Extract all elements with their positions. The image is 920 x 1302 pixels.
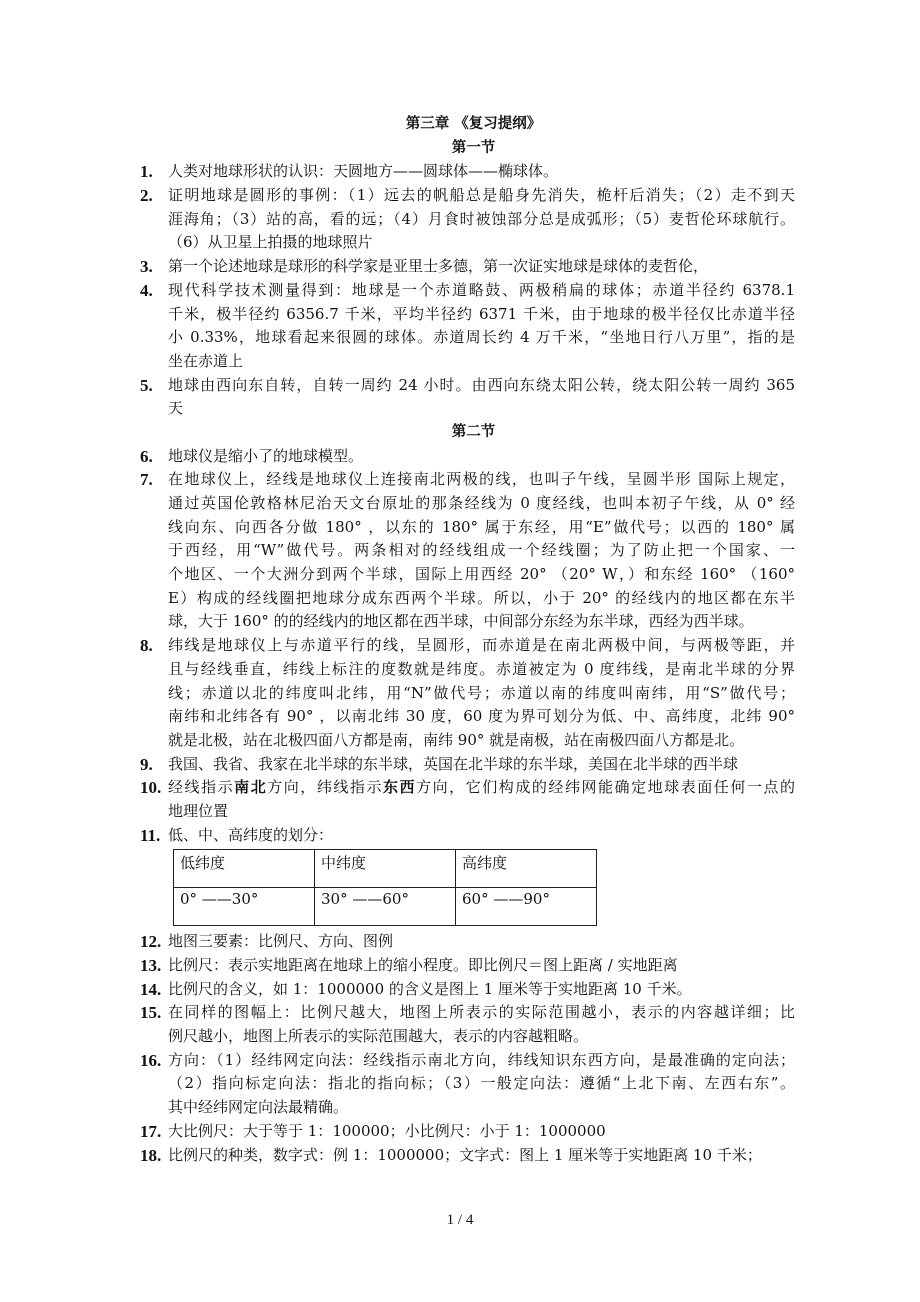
text-line <box>168 978 795 1002</box>
table-cell: 30° ——60° <box>315 888 456 926</box>
page-number: 1 / 4 <box>446 1212 474 1228</box>
text-line <box>168 1120 795 1144</box>
item-number: 5. <box>140 375 153 395</box>
table-cell: 低纬度 <box>174 850 315 888</box>
text-segment: （6）从卫星上拍摄的地球照片 <box>168 233 373 252</box>
item-number: 4. <box>140 280 153 300</box>
text-line <box>168 1025 795 1049</box>
text-segment: 其中经纬网定向法最精确。 <box>168 1098 349 1117</box>
list-item <box>140 1144 795 1168</box>
text-segment: 方向，纬线指示 <box>267 778 384 797</box>
item-number: 14. <box>140 979 162 999</box>
text-line <box>168 184 795 208</box>
list-item <box>140 374 795 421</box>
text-segment: 低、中、高纬度的划分： <box>168 825 334 844</box>
text-line <box>168 729 795 753</box>
text-segment: 比例尺的含义，如 1：1000000 的含义是图上 1 厘米等于实地距离 10 千米。 <box>168 979 692 998</box>
text-line <box>168 587 795 611</box>
text-line <box>168 1072 795 1096</box>
table-cell: 60° ——90° <box>456 888 597 926</box>
bold-text: 东西 <box>383 778 417 797</box>
list-item <box>140 1120 795 1144</box>
item-number: 15. <box>140 1003 162 1023</box>
text-line <box>168 516 795 540</box>
text-line <box>168 1001 795 1025</box>
text-line <box>168 374 795 398</box>
list-item <box>140 255 795 279</box>
text-line <box>168 208 795 232</box>
item-number: 8. <box>140 636 153 656</box>
list-item <box>140 930 795 954</box>
table-cell: 中纬度 <box>315 850 456 888</box>
text-segment: 现代科学技术测量得到：地球是一个赤道略鼓、两极稍扁的球体；赤道半径约 6378.1 <box>168 280 795 299</box>
section-heading: 第一节 <box>451 139 496 156</box>
text-segment: 南纬和北纬各有 90° ，以南北纬 30 度，60 度为界可划分为低、中、高纬度，北纬 90° <box>168 707 795 726</box>
text-line <box>168 350 795 374</box>
item-number: 12. <box>140 932 162 952</box>
text-segment: 在同样的图幅上：比例尺越大，地图上所表示的实际范围越小，表示的内容越详细；比 <box>168 1003 795 1022</box>
text-line <box>168 658 795 682</box>
item-number: 10. <box>140 778 162 798</box>
item-number: 2. <box>140 186 153 206</box>
text-line <box>168 776 795 800</box>
text-line <box>168 468 795 492</box>
text-segment: 就是北极，站在北极四面八方都是南，南纬 90° 就是南极，站在南极四面八方都是北。 <box>168 730 745 749</box>
list-item <box>140 978 795 1002</box>
list-item <box>140 954 795 978</box>
text-line <box>168 682 795 706</box>
text-line <box>168 445 795 469</box>
text-segment: 涯海角；（3）站的高，看的远；（4）月食时被蚀部分总是成弧形；（5）麦哲伦环球航行。 <box>168 209 795 228</box>
text-line <box>168 279 795 303</box>
text-line <box>168 231 795 255</box>
text-line <box>168 255 795 279</box>
list-item <box>140 1049 795 1120</box>
list-item <box>140 753 795 777</box>
text-line <box>168 326 795 350</box>
text-segment: 地球仪是缩小了的地球模型。 <box>168 446 364 465</box>
text-segment: 小 0.33%，地球看起来很圆的球体。赤道周长约 4 万千米，“坐地日行八万里”，指的是 <box>168 328 795 347</box>
text-segment: 球，大于 160° 的的经线内的地区都在西半球，中间部分东经为东半球，西经为西半球。 <box>168 612 754 631</box>
list-item <box>140 160 795 184</box>
text-line <box>168 539 795 563</box>
text-segment: 地图三要素：比例尺、方向、图例 <box>168 932 394 951</box>
list-item <box>140 824 795 927</box>
text-line <box>168 160 795 184</box>
chapter-title: 第三章 《复习提纲》 <box>405 116 542 132</box>
list-item <box>140 1001 795 1048</box>
text-segment: 地理位置 <box>168 801 229 820</box>
text-line <box>168 634 795 658</box>
text-line <box>168 930 795 954</box>
text-segment: 大比例尺：大于等于 1：100000；小比例尺：小于 1：1000000 <box>168 1121 606 1140</box>
text-segment: 第一个论述地球是球形的科学家是亚里士多德，第一次证实地球是球体的麦哲伦， <box>168 257 709 276</box>
text-line <box>168 1096 795 1120</box>
text-line <box>168 954 795 978</box>
item-number: 17. <box>140 1121 162 1141</box>
text-segment: 线；赤道以北的纬度叫北纬，用“N”做代号；赤道以南的纬度叫南纬，用“S”做代号； <box>168 683 795 702</box>
text-segment: 比例尺：表示实地距离在地球上的缩小程度。即比例尺＝图上距离 / 实地距离 <box>168 956 678 974</box>
item-number: 13. <box>140 956 162 975</box>
text-segment: 人类对地球形状的认识：天圆地方——圆球体——椭球体。 <box>168 162 559 181</box>
text-segment: 方向，它们构成的经纬网能确定地球表面任何一点的 <box>416 778 795 797</box>
text-segment: 证明地球是圆形的事例：（1）远去的帆船总是船身先消失，桅杆后消失；（2）走不到天 <box>168 186 795 205</box>
text-segment: 于西经，用“W”做代号。两条相对的经线组成一个经线圈；为了防止把一个国家、一 <box>168 541 795 560</box>
text-line <box>168 610 795 634</box>
text-segment: 纬线是地球仪上与赤道平行的线，呈圆形，而赤道是在南北两极中间，与两极等距，并 <box>168 636 795 655</box>
text-line <box>168 492 795 516</box>
text-segment: 坐在赤道上 <box>168 351 244 370</box>
item-number: 16. <box>140 1050 162 1070</box>
text-segment: 在地球仪上，经线是地球仪上连接南北两极的线，也叫子午线，呈圆半形 国际上规定， <box>168 470 795 489</box>
text-line <box>168 1049 795 1073</box>
text-segment: E）构成的经线圈把地球分成东西两个半球。所以，小于 20° 的经线内的地区都在东半 <box>168 588 795 607</box>
table-cell: 高纬度 <box>456 850 597 888</box>
item-number: 11. <box>140 825 161 845</box>
text-segment: 通过英国伦敦格林尼治天文台原址的那条经线为 0 度经线，也叫本初子午线，从 0° 经 <box>168 494 795 512</box>
text-line <box>168 753 795 777</box>
text-line <box>168 824 795 848</box>
item-number: 18. <box>140 1145 162 1165</box>
text-line <box>168 1144 795 1168</box>
text-segment: 地球由西向东自转，自转一周约 24 小时。由西向东绕太阳公转，绕太阳公转一周约 365 <box>168 375 795 394</box>
text-line <box>168 800 795 824</box>
table-row <box>174 850 597 888</box>
item-number: 6. <box>140 446 153 466</box>
text-line <box>168 397 795 421</box>
text-segment: 千米，极半径约 6356.7 千米，平均半径约 6371 千米，由于地球的极半径仅比赤道半径 <box>168 304 795 323</box>
item-number: 1. <box>140 162 153 182</box>
text-segment: 个地区、一个大洲分到两个半球，国际上用西经 20° （20° W，）和东经 160° （160° <box>168 565 795 584</box>
section-heading: 第二节 <box>451 423 496 440</box>
document-body <box>140 113 795 1167</box>
section <box>140 421 795 1167</box>
table-row <box>174 888 597 926</box>
text-segment: 例尺越小，地图上所表示的实际范围越大，表示的内容越粗略。 <box>168 1027 589 1046</box>
item-number: 3. <box>140 257 153 277</box>
text-line <box>168 705 795 729</box>
list-item <box>140 468 795 634</box>
text-segment: （2）指向标定向法：指北的指向标；（3）一般定向法：遵循“上北下南、左西右东”。 <box>168 1074 795 1093</box>
list-item <box>140 279 795 374</box>
text-segment: 且与经线垂直，纬线上标注的度数就是纬度。赤道被定为 0 度纬线，是南北半球的分界 <box>168 659 795 678</box>
text-line <box>168 303 795 327</box>
list-item <box>140 445 795 469</box>
text-segment: 天 <box>168 399 184 418</box>
text-segment: 我国、我省、我家在北半球的东半球，英国在北半球的东半球，美国在北半球的西半球 <box>168 754 739 773</box>
item-number: 7. <box>140 470 153 490</box>
latitude-table <box>173 849 597 926</box>
table-cell: 0° ——30° <box>174 888 315 926</box>
text-line <box>168 563 795 587</box>
bold-text: 南北 <box>234 778 268 797</box>
list-item <box>140 184 795 255</box>
list-item <box>140 776 795 823</box>
list-item <box>140 634 795 752</box>
section <box>140 137 795 421</box>
text-segment: 经线指示 <box>168 778 235 797</box>
text-segment: 方向：（1）经纬网定向法：经线指示南北方向，纬线知识东西方向，是最准确的定向法； <box>168 1050 795 1069</box>
item-number: 9. <box>140 754 153 774</box>
text-segment: 比例尺的种类，数字式：例 1：1000000；文字式：图上 1 厘米等于实地距离 10 千米； <box>168 1145 762 1164</box>
text-segment: 线向东、向西各分做 180° ，以东的 180° 属于东经，用“E”做代号；以西的 180° 属 <box>168 517 795 536</box>
